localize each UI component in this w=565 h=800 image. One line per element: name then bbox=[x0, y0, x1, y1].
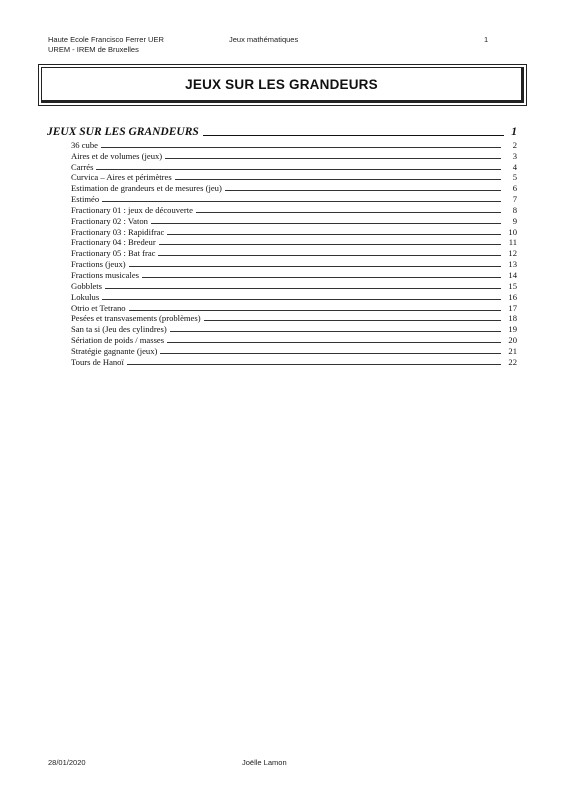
toc-entry-label: Gobblets bbox=[71, 280, 103, 291]
toc-entry[interactable] bbox=[71, 150, 517, 161]
toc-entry-leader bbox=[101, 147, 501, 148]
toc-entry[interactable] bbox=[71, 291, 517, 302]
toc-entry-leader bbox=[225, 190, 501, 191]
toc-entry-page: 6 bbox=[512, 183, 517, 194]
title-inner-frame bbox=[41, 67, 524, 103]
toc-entry-label: Sériation de poids / masses bbox=[71, 335, 165, 346]
toc-list bbox=[71, 139, 517, 367]
toc-entry[interactable] bbox=[71, 215, 517, 226]
toc-entry-page: 3 bbox=[512, 150, 517, 161]
toc-entry-leader bbox=[160, 353, 501, 354]
toc-entry-leader bbox=[165, 158, 501, 159]
toc-entry[interactable] bbox=[71, 313, 517, 324]
toc-main-label: JEUX SUR LES GRANDEURS bbox=[47, 126, 199, 138]
toc-entry-leader bbox=[175, 179, 501, 180]
toc-entry-leader bbox=[105, 288, 501, 289]
toc-entry-label: Fractions musicales bbox=[71, 269, 140, 280]
toc-entry-page: 15 bbox=[508, 280, 517, 291]
toc-entry-label: Fractions (jeux) bbox=[71, 259, 126, 270]
toc-entry-leader bbox=[159, 244, 501, 245]
toc-entry[interactable] bbox=[71, 356, 517, 367]
toc-entry[interactable] bbox=[71, 345, 517, 356]
toc-entry-leader bbox=[196, 212, 501, 213]
toc-entry[interactable] bbox=[71, 237, 517, 248]
toc-entry-label: Lokulus bbox=[71, 291, 100, 302]
toc-entry-leader bbox=[129, 310, 501, 311]
toc-entry[interactable] bbox=[71, 161, 517, 172]
header-document-title: Jeux mathématiques bbox=[229, 35, 299, 44]
toc-entry-label: Fractionary 03 : Rapidifrac bbox=[71, 226, 165, 237]
toc-main-leader bbox=[203, 135, 504, 136]
toc-entry[interactable] bbox=[71, 226, 517, 237]
toc-entry[interactable] bbox=[71, 139, 517, 150]
toc-entry-page: 8 bbox=[512, 204, 517, 215]
toc-entry-page: 12 bbox=[508, 248, 517, 259]
toc-entry-leader bbox=[142, 277, 501, 278]
toc-entry-label: Tours de Hanoï bbox=[71, 356, 124, 367]
toc-entry-leader bbox=[127, 364, 501, 365]
toc-entry-leader bbox=[102, 201, 501, 202]
toc-entry-label: Stratégie gagnante (jeux) bbox=[71, 345, 158, 356]
toc-entry-leader bbox=[102, 299, 501, 300]
footer-date: 28/01/2020 bbox=[48, 758, 86, 767]
toc-entry[interactable] bbox=[71, 269, 517, 280]
toc-entry-label: Fractionary 05 : Bat frac bbox=[71, 248, 156, 259]
toc-entry-label: Otrio et Tetrano bbox=[71, 302, 126, 313]
toc-entry-page: 2 bbox=[512, 139, 517, 150]
toc-entry[interactable] bbox=[71, 193, 517, 204]
toc-entry-leader bbox=[129, 266, 501, 267]
toc-entry-page: 11 bbox=[508, 237, 517, 248]
title-box bbox=[38, 64, 527, 106]
toc-entry[interactable] bbox=[71, 280, 517, 291]
footer-author: Joëlle Lamon bbox=[242, 758, 287, 767]
toc-entry-page: 5 bbox=[512, 172, 517, 183]
toc-main-page: 1 bbox=[511, 126, 517, 138]
toc-entry-label: 36 cube bbox=[71, 139, 98, 150]
toc-entry-page: 14 bbox=[508, 269, 517, 280]
toc-entry-leader bbox=[204, 320, 501, 321]
page-title: JEUX SUR LES GRANDEURS bbox=[185, 76, 378, 92]
toc-entry-page: 17 bbox=[508, 302, 517, 313]
toc-entry-page: 13 bbox=[508, 259, 517, 270]
toc-entry-page: 19 bbox=[508, 324, 517, 335]
toc-entry-label: Fractionary 01 : jeux de découverte bbox=[71, 204, 193, 215]
toc-entry-page: 16 bbox=[508, 291, 517, 302]
toc-entry-label: Estiméo bbox=[71, 194, 100, 205]
toc-entry-page: 9 bbox=[512, 215, 517, 226]
toc-entry-label: Fractionary 04 : Bredeur bbox=[71, 237, 156, 248]
toc-entry-label: Estimation de grandeurs et de mesures (jeu) bbox=[71, 183, 222, 194]
toc-entry[interactable] bbox=[71, 204, 517, 215]
toc-entry[interactable] bbox=[71, 323, 517, 334]
toc-entry-leader bbox=[96, 169, 501, 170]
toc-entry-label: Curvica – Aires et périmètres bbox=[71, 172, 172, 183]
toc-entry-label: Aires et de volumes (jeux) bbox=[71, 150, 163, 161]
header-page-number: 1 bbox=[484, 35, 489, 44]
header-institution-line1: Haute Ecole Francisco Ferrer UER bbox=[48, 35, 164, 44]
toc-entry-page: 18 bbox=[508, 313, 517, 324]
toc-entry-page: 22 bbox=[508, 356, 517, 367]
toc-entry-leader bbox=[151, 223, 501, 224]
toc-main-entry[interactable] bbox=[47, 124, 517, 138]
toc-entry-leader bbox=[167, 342, 501, 343]
toc-entry-leader bbox=[167, 234, 501, 235]
toc-entry-label: Fractionary 02 : Vaton bbox=[71, 215, 148, 226]
toc-entry-page: 7 bbox=[512, 194, 517, 205]
toc-entry-leader bbox=[170, 331, 501, 332]
toc-entry[interactable] bbox=[71, 182, 517, 193]
toc-entry-leader bbox=[158, 255, 501, 256]
toc-entry-label: Carrés bbox=[71, 161, 94, 172]
header-institution-line2: UREM - IREM de Bruxelles bbox=[48, 45, 139, 54]
toc-entry[interactable] bbox=[71, 258, 517, 269]
toc-entry-page: 20 bbox=[508, 335, 517, 346]
header-institution bbox=[48, 35, 164, 55]
toc-entry[interactable] bbox=[71, 247, 517, 258]
toc-entry[interactable] bbox=[71, 172, 517, 183]
toc-entry-page: 21 bbox=[508, 345, 517, 356]
toc-entry[interactable] bbox=[71, 302, 517, 313]
toc-entry[interactable] bbox=[71, 334, 517, 345]
toc-entry-page: 10 bbox=[508, 226, 517, 237]
toc-entry-page: 4 bbox=[512, 161, 517, 172]
toc-entry-label: San ta si (Jeu des cylindres) bbox=[71, 324, 167, 335]
toc-entry-label: Pesées et transvasements (problèmes) bbox=[71, 313, 201, 324]
